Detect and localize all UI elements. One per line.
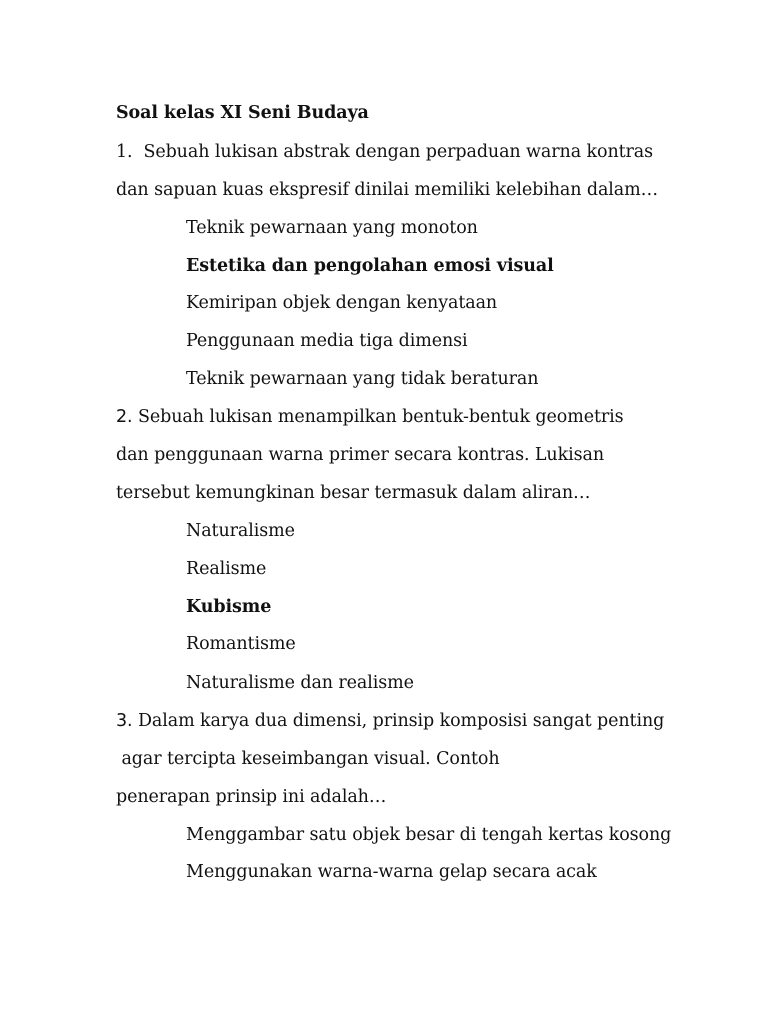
question-3-option-2: Menggunakan warna-warna gelap secara acak xyxy=(186,862,597,882)
question-1-option-5: Teknik pewarnaan yang tidak beraturan xyxy=(186,369,539,389)
question-3-line-1 xyxy=(116,710,664,732)
document-title: Soal kelas XI Seni Budaya xyxy=(116,103,369,123)
question-1-line-2: dan sapuan kuas ekspresif dinilai memiliki kelebihan dalam… xyxy=(116,180,659,200)
question-1-option-4: Penggunaan media tiga dimensi xyxy=(186,331,468,351)
question-3-text-1: Dalam karya dua dimensi, prinsip komposisi sangat penting xyxy=(137,711,665,731)
question-2-option-3-answer: Kubisme xyxy=(186,597,272,617)
question-1-option-2-answer: Estetika dan pengolahan emosi visual xyxy=(186,256,554,276)
question-2-option-1: Naturalisme xyxy=(186,521,295,541)
question-3-line-2: agar tercipta keseimbangan visual. Contoh xyxy=(116,749,500,769)
question-2-text-1: Sebuah lukisan menampilkan bentuk-bentuk geometris xyxy=(137,407,624,427)
question-2-line-2: dan penggunaan warna primer secara kontras. Lukisan xyxy=(116,445,604,465)
question-2-option-4: Romantisme xyxy=(186,634,296,654)
question-1-number: 1. xyxy=(116,142,133,162)
question-3-number: 3. xyxy=(116,711,133,731)
question-1-option-1: Teknik pewarnaan yang monoton xyxy=(186,218,478,238)
question-2-line-3: tersebut kemungkinan besar termasuk dalam aliran… xyxy=(116,483,591,503)
question-1-line-1 xyxy=(116,141,653,163)
question-3-line-3: penerapan prinsip ini adalah… xyxy=(116,787,387,807)
question-3-option-1: Menggambar satu objek besar di tengah kertas kosong xyxy=(186,825,672,845)
question-2-number: 2. xyxy=(116,407,133,427)
question-2-option-5: Naturalisme dan realisme xyxy=(186,673,414,693)
question-1-text-1: Sebuah lukisan abstrak dengan perpaduan warna kontras xyxy=(143,142,654,162)
question-1-option-3: Kemiripan objek dengan kenyataan xyxy=(186,293,498,313)
question-2-option-2: Realisme xyxy=(186,559,267,579)
question-2-line-1 xyxy=(116,406,624,428)
